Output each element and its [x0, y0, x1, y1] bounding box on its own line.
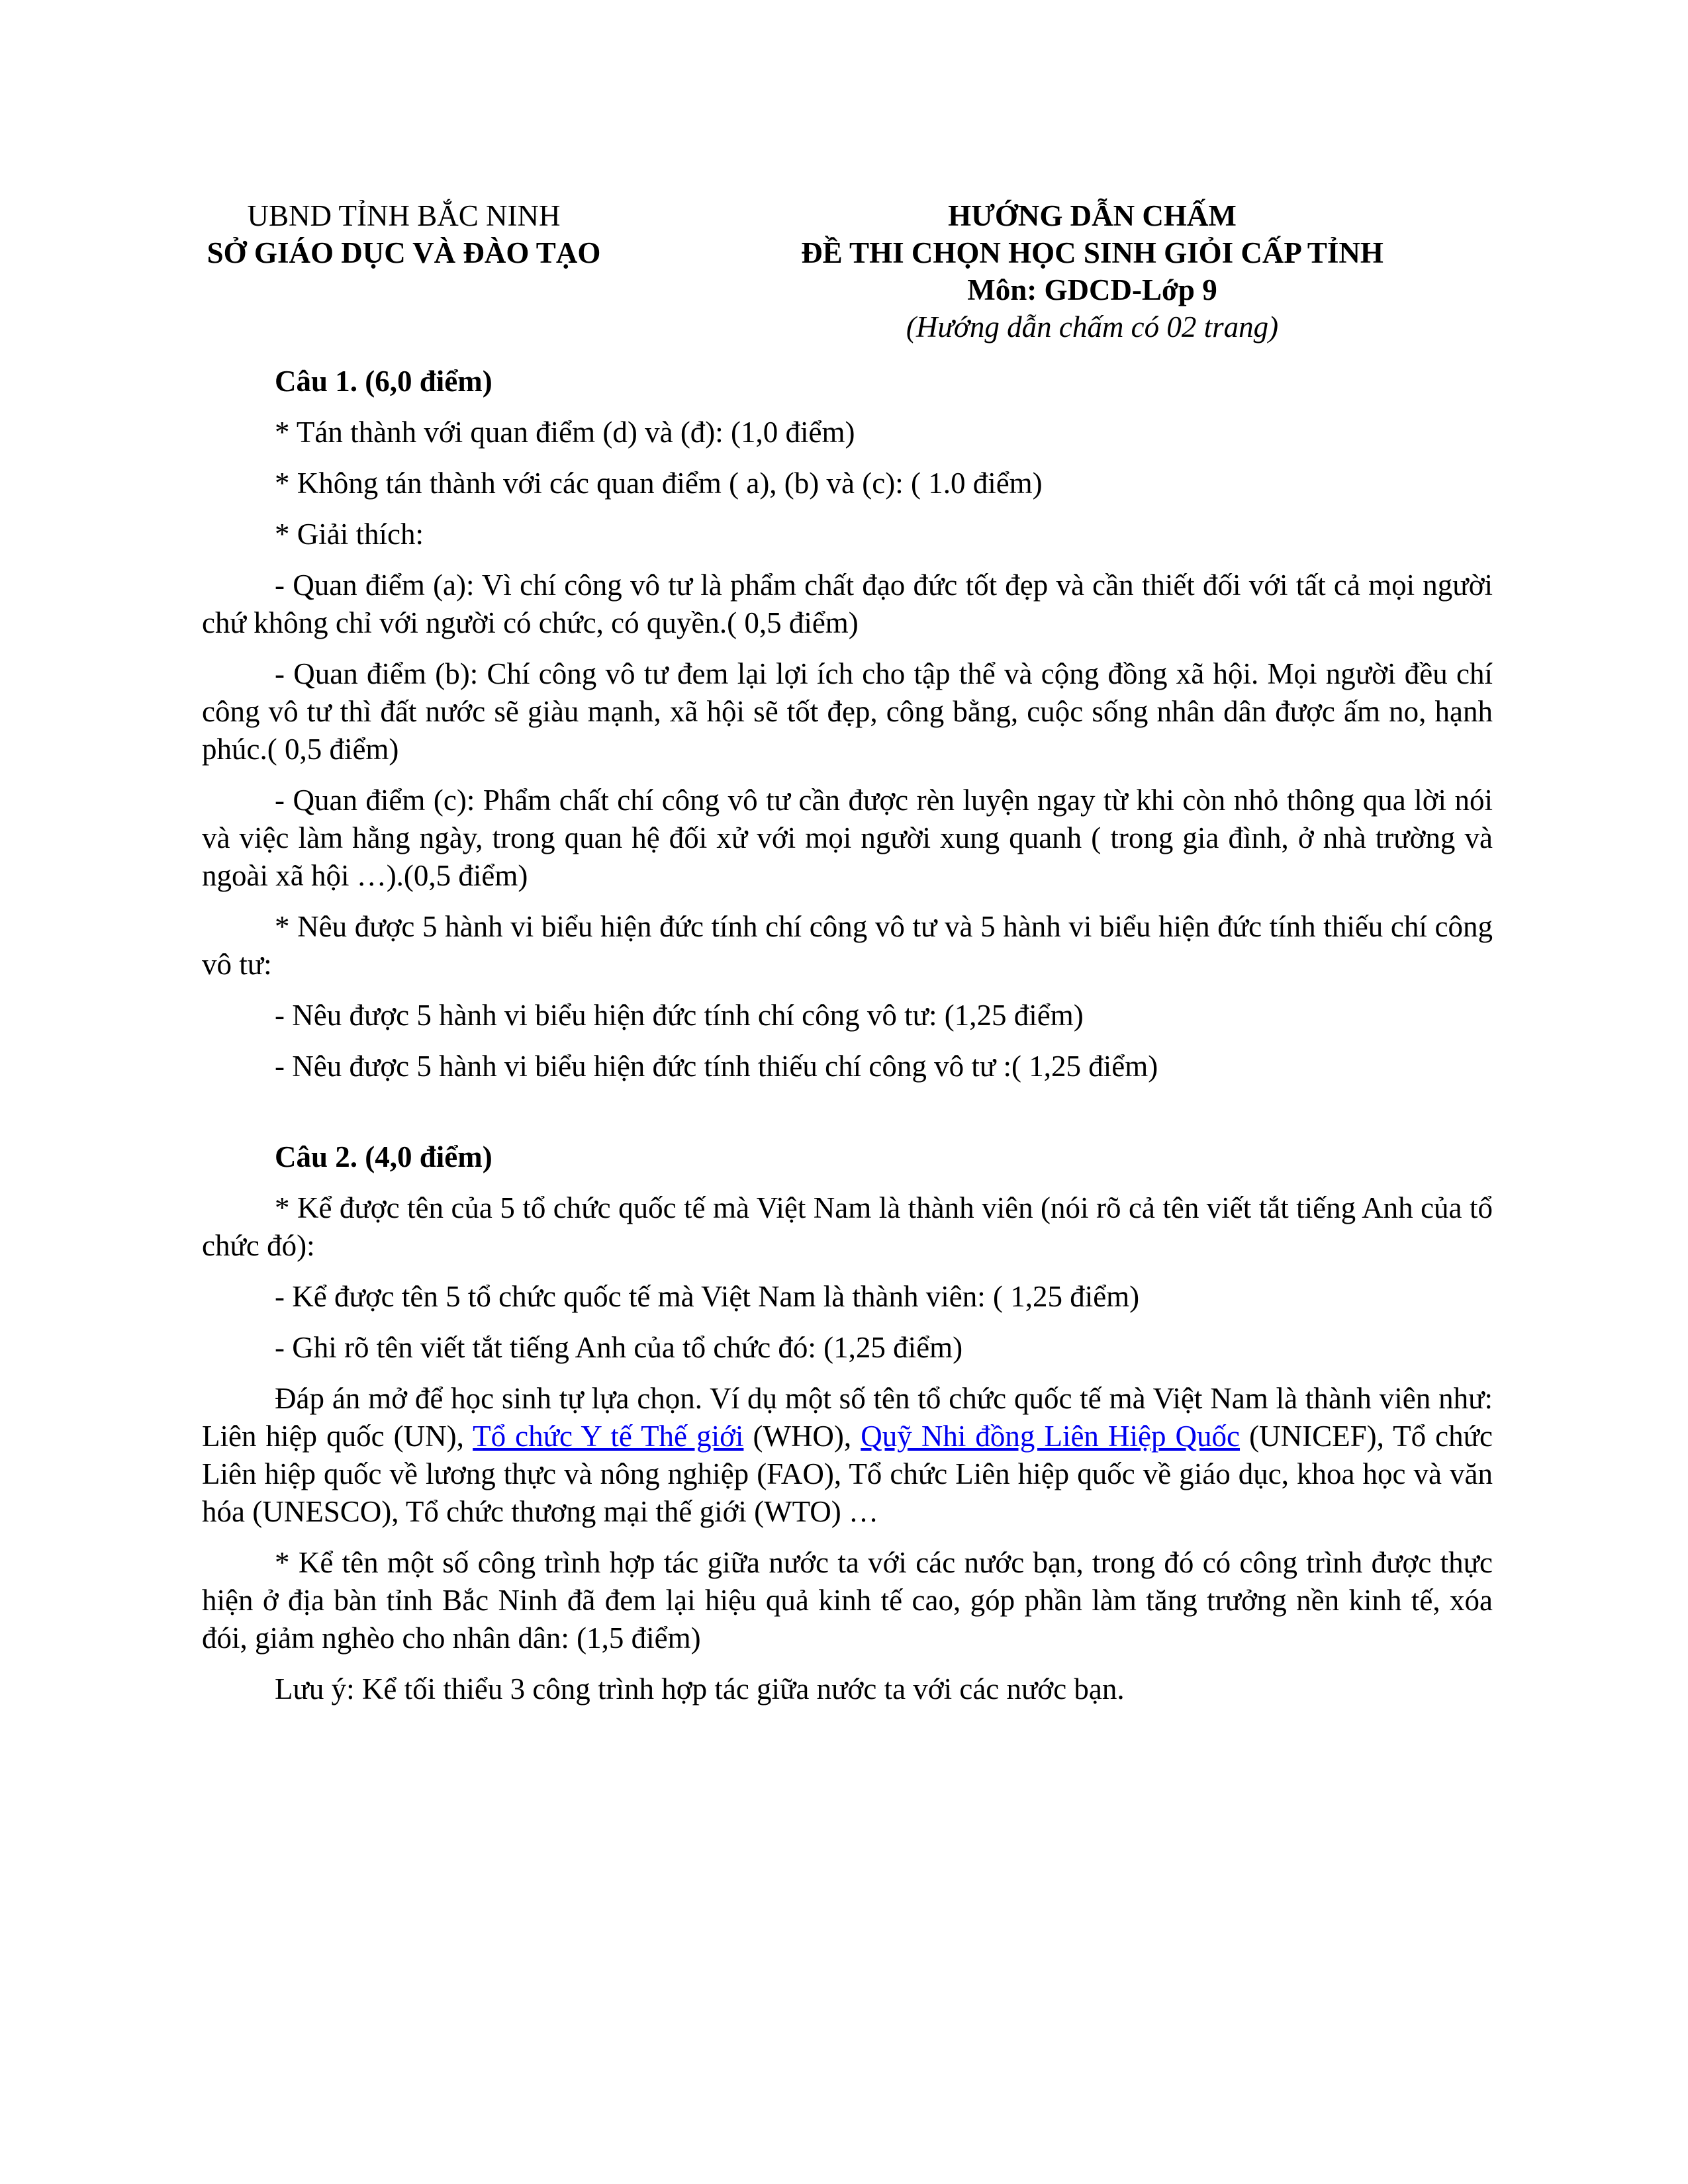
q1-disagree: * Không tán thành với các quan điểm ( a), (b) và (c): ( 1.0 điểm): [275, 467, 1043, 500]
q2-orgs-names: - Kể được tên 5 tổ chức quốc tế mà Việt Nam là thành viên: ( 1,25 điểm): [275, 1280, 1140, 1313]
unicef-link[interactable]: Quỹ Nhi đồng Liên Hiệp Quốc: [861, 1420, 1241, 1453]
who-link[interactable]: Tổ chức Y tế Thế giới: [473, 1420, 744, 1453]
subject-line: Môn: GDCD-Lớp 9: [967, 273, 1217, 306]
q1-view-a: - Quan điểm (a): Vì chí công vô tư là phẩm chất đạo đức tốt đẹp và cần thiết đối với tất cả mọi người chứ không chỉ với người có chức, có quyền.( 0,5 điểm): [202, 569, 1493, 639]
q1-behaviors-heading: * Nêu được 5 hành vi biểu hiện đức tính chí công vô tư và 5 hành vi biểu hiện đức tính thiếu chí công vô tư:: [202, 910, 1493, 981]
q2-answer-text-3: (UNICEF), Tổ chức Liên hiệp quốc về lương thực và nông nghiệp (FAO), Tổ chức Liên hiệp quốc về giáo dục, khoa học và văn hóa (UNESCO), Tổ chức thương mại thế giới (WTO) …: [202, 1420, 1493, 1528]
doc-title: HƯỚNG DẪN CHẤM: [948, 199, 1237, 232]
q1-agree: * Tán thành với quan điểm (d) và (đ): (1,0 điểm): [275, 416, 855, 449]
q1-behaviors-positive: - Nêu được 5 hành vi biểu hiện đức tính chí công vô tư: (1,25 điểm): [275, 999, 1084, 1032]
header-left: [179, 197, 629, 271]
q2-answer-text-2: (WHO),: [743, 1420, 861, 1453]
department-name: SỞ GIÁO DỤC VÀ ĐÀO TẠO: [207, 236, 601, 269]
header-right: [741, 197, 1443, 345]
q2-orgs-abbr: - Ghi rõ tên viết tắt tiếng Anh của tổ chức đó: (1,25 điểm): [275, 1331, 963, 1364]
q2-note: Lưu ý: Kể tối thiểu 3 công trình hợp tác giữa nước ta với các nước bạn.: [275, 1672, 1125, 1706]
question-1-title: Câu 1. (6,0 điểm): [275, 365, 492, 398]
q1-explain-heading: * Giải thích:: [275, 518, 424, 551]
question-2-title: Câu 2. (4,0 điểm): [275, 1140, 492, 1173]
document-body: [202, 363, 1493, 1721]
q2-projects: * Kể tên một số công trình hợp tác giữa nước ta với các nước bạn, trong đó có công trình được thực hiện ở địa bàn tỉnh Bắc Ninh đã đem lại hiệu quả kinh tế cao, góp phần làm tăng trưởng nền kinh tế, xóa đói, giảm nghèo cho nhân dân: (1,5 điểm): [202, 1546, 1493, 1655]
q1-view-b: - Quan điểm (b): Chí công vô tư đem lại lợi ích cho tập thể và cộng đồng xã hội. Mọi người đều chí công vô tư thì đất nước sẽ giàu mạnh, xã hội sẽ tốt đẹp, công bằng, cuộc sống nhân dân được ấm no, hạnh phúc.( 0,5 điểm): [202, 657, 1493, 766]
q2-answer-text-1: Đáp án mở để học sinh tự lựa chọn. Ví dụ một số tên tổ chức quốc tế mà Việt Nam là thành viên như: Liên hiệp quốc (UN),: [202, 1382, 1493, 1453]
q1-behaviors-negative: - Nêu được 5 hành vi biểu hiện đức tính thiếu chí công vô tư :( 1,25 điểm): [275, 1050, 1158, 1083]
q2-answer-examples: [202, 1380, 1493, 1531]
q2-orgs-heading: * Kể được tên của 5 tổ chức quốc tế mà Việt Nam là thành viên (nói rõ cả tên viết tắt tiếng Anh của tổ chức đó):: [202, 1191, 1493, 1262]
exam-title: ĐỀ THI CHỌN HỌC SINH GIỎI CẤP TỈNH: [801, 236, 1383, 269]
page-count-note: (Hướng dẫn chấm có 02 trang): [906, 310, 1279, 343]
q1-view-c: - Quan điểm (c): Phẩm chất chí công vô tư cần được rèn luyện ngay từ khi còn nhỏ thông qua lời nói và việc làm hằng ngày, trong quan hệ đối xử với mọi người xung quanh ( trong gia đình, ở nhà trường và ngoài xã hội …).(0,5 điểm): [202, 784, 1493, 892]
province-committee: UBND TỈNH BẮC NINH: [247, 199, 561, 232]
